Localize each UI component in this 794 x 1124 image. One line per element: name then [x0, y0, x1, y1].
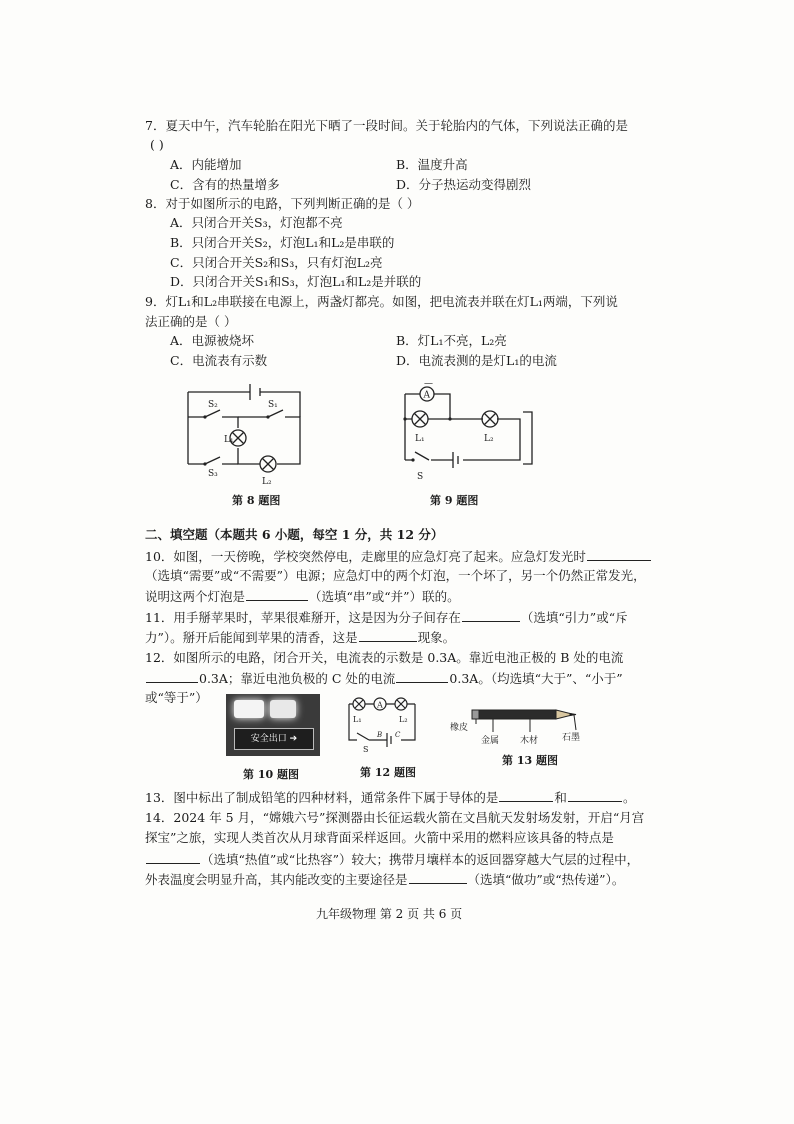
q11-text-b1: 力”）。掰开后能闻到苹果的清香，这是 [145, 630, 358, 645]
fig9-minus-label: — [424, 379, 433, 389]
fig13-pencil [448, 702, 588, 752]
q7-option-b: B．温度升高 [396, 157, 468, 172]
fig12-caption: 第 12 题图 [360, 766, 416, 779]
q8-option-b: B．只闭合开关S₂，灯泡L₁和L₂是串联的 [170, 235, 395, 250]
fig12-label-b: B [377, 731, 383, 739]
q7-option-d: D．分子热运动变得剧烈 [396, 177, 532, 192]
fig9-ammeter-label: A [423, 390, 430, 401]
fig9-caption: 第 9 题图 [430, 494, 479, 507]
fig13-label-metal: 金属 [481, 736, 500, 746]
fig12-ammeter-label: A [377, 700, 383, 710]
q8-option-d: D．只闭合开关S₁和S₃，灯泡L₁和L₂是并联的 [170, 274, 422, 289]
q11-blank-2[interactable] [359, 629, 417, 642]
q12-blank-1[interactable] [146, 670, 198, 683]
q13-line [145, 789, 635, 806]
fig13-label-graphite: 石墨 [562, 733, 581, 743]
q11-line1 [145, 609, 628, 626]
q14-text-d2: （选填“做功”或“热传递”）。 [467, 872, 625, 887]
fig10-caption: 第 10 题图 [243, 768, 299, 781]
section2-title: 二、填空题（本题共 6 小题，每空 1 分，共 12 分） [145, 527, 444, 542]
q14-blank-2[interactable] [409, 871, 467, 884]
q11-blank-1[interactable] [462, 609, 520, 622]
fig10-photo [226, 694, 320, 756]
q12-text-b2: 0.3A。（均选填“大于”、“小于” [449, 671, 623, 686]
fig13-label-wood: 木材 [520, 736, 539, 746]
fig9-label-s: S [417, 472, 424, 482]
q14-line2: 探宝”之旅，实现人类首次从月球背面采样返回。火箭中采用的燃料应该具备的特点是 [145, 830, 614, 845]
q12-line1: 12．如图所示的电路，闭合开关，电流表的示数是 0.3A。靠近电池正极的 B 处的电流 [145, 650, 624, 665]
fig9-circuit [395, 374, 555, 486]
fig9-label-l1: L₁ [415, 434, 425, 444]
q10-blank-1[interactable] [587, 548, 651, 561]
fig13-caption: 第 13 题图 [502, 754, 558, 767]
fig12-label-s: S [363, 745, 369, 754]
q10-blank-2[interactable] [246, 588, 308, 601]
q13-text-a1: 13．图中标出了制成铅笔的四种材料，通常条件下属于导体的是 [145, 790, 499, 805]
fig8-label-l1: L₁ [224, 435, 234, 445]
q10-text-c1: 说明这两个灯泡是 [145, 589, 246, 604]
q9-option-a: A．电源被烧坏 [170, 333, 255, 348]
q12-line2 [145, 670, 623, 687]
fig8-caption: 第 8 题图 [232, 494, 281, 507]
q14-line4 [145, 871, 624, 888]
q9-option-c: C．电流表有示数 [170, 353, 268, 368]
fig8-label-s2: S₂ [208, 400, 218, 410]
q7-stem: 7．夏天中午，汽车轮胎在阳光下晒了一段时间。关于轮胎内的气体，下列说法正确的是 [145, 118, 628, 133]
fig12-label-l2: L₂ [399, 715, 408, 724]
fig8-label-s1: S₁ [268, 400, 278, 410]
q11-text-a2: （选填“引力”或“斥 [520, 610, 628, 625]
q10-line2: （选填“需要”或“不需要”）电源；应急灯中的两个灯泡，一个坏了，另一个仍然正常发光， [145, 568, 646, 583]
q9-option-b: B．灯L₁不亮，L₂亮 [396, 333, 507, 348]
emergency-lamp-right-icon [270, 700, 296, 718]
fig12-label-l1: L₁ [353, 715, 362, 724]
q7-option-a: A．内能增加 [170, 157, 242, 172]
q14-blank-1[interactable] [146, 851, 200, 864]
q14-line3 [145, 851, 639, 868]
q12-line3: 或“等于”） [145, 690, 208, 705]
q8-option-c: C．只闭合开关S₂和S₃，只有灯泡L₂亮 [170, 255, 383, 270]
q9-option-d: D．电流表测的是灯L₁的电流 [396, 353, 557, 368]
q10-line1 [145, 548, 652, 565]
q11-text-a1: 11．用手掰苹果时，苹果很难掰开，这是因为分子间存在 [145, 610, 461, 625]
fig9-label-l2: L₂ [484, 434, 494, 444]
q13-text-a2: 和 [554, 790, 567, 805]
q9-stem-cont: 法正确的是（ ） [145, 314, 237, 329]
fig8-circuit [180, 372, 310, 487]
q8-option-a: A．只闭合开关S₃，灯泡都不亮 [170, 215, 343, 230]
q14-line1: 14．2024 年 5 月，“嫦娥六号”探测器由长征运载火箭在文昌航天发射场发射，开启“月宫 [145, 810, 645, 825]
q12-blank-2[interactable] [396, 670, 448, 683]
fig13-label-eraser: 橡皮 [450, 723, 469, 733]
fig8-label-l2: L₂ [262, 477, 272, 487]
q13-blank-2[interactable] [568, 789, 622, 802]
q11-line2 [145, 629, 455, 646]
q13-blank-1[interactable] [499, 789, 553, 802]
exit-sign: 安全出口 ➔ [234, 728, 314, 750]
q10-text-c2: （选填“串”或“并”）联的。 [309, 589, 460, 604]
q9-stem: 9．灯L₁和L₂串联接在电源上，两盏灯都亮。如图，把电流表并联在灯L₁两端，下列说 [145, 294, 618, 309]
exit-sign-text: 安全出口 [250, 734, 287, 744]
fig8-label-s3: S₃ [208, 469, 218, 479]
q13-text-a3: 。 [622, 790, 636, 805]
q10-line3 [145, 588, 460, 605]
q10-text-a: 10．如图，一天傍晚，学校突然停电，走廊里的应急灯亮了起来。应急灯发光时 [145, 549, 586, 564]
q11-text-b2: 现象。 [417, 630, 456, 645]
q12-text-b1: 0.3A；靠近电池负极的 C 处的电流 [199, 671, 396, 686]
page-footer: 九年级物理 第 2 页 共 6 页 [316, 907, 463, 921]
q14-text-d1: 外表温度会明显升高，其内能改变的主要途径是 [145, 872, 408, 887]
emergency-lamp-left-icon [234, 700, 264, 718]
q14-text-c1: （选填“热值”或“比热容”）较大；携带月壤样本的返回器穿越大气层的过程中， [201, 852, 640, 867]
fig12-label-c: C [395, 731, 401, 739]
q8-stem: 8．对于如图所示的电路，下列判断正确的是（ ） [145, 196, 420, 211]
q7-option-c: C．含有的热量增多 [170, 177, 280, 192]
q7-paren: ( ) [150, 137, 164, 152]
fig12-circuit [343, 690, 423, 754]
